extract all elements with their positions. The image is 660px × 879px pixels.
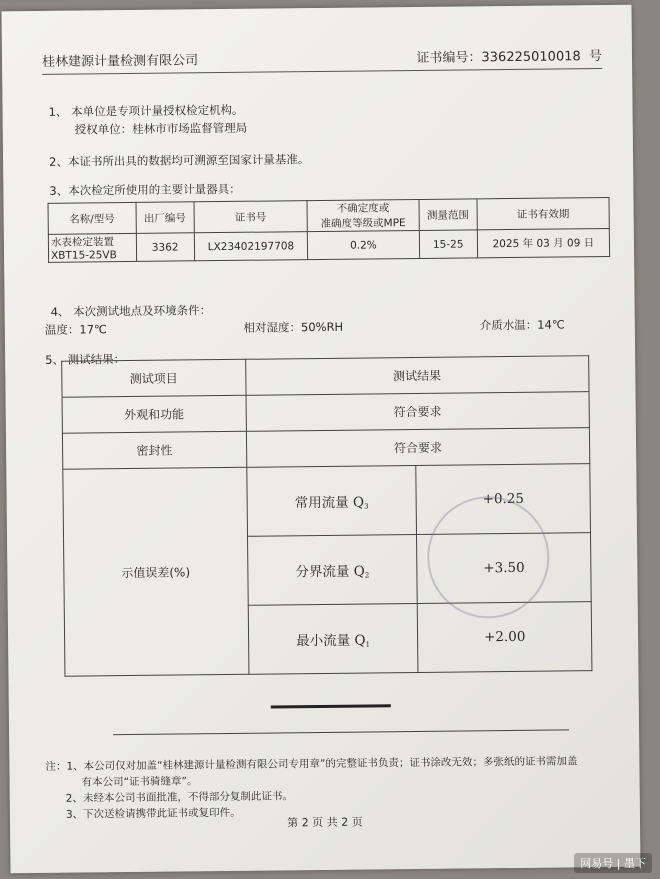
signature-line: [271, 704, 391, 708]
water-temperature: 介质水温：14℃: [479, 317, 565, 333]
table-row: 外观和功能 符合要求: [62, 392, 589, 434]
table-row: 分界流量 $Q_2$ +3.50: [64, 533, 592, 608]
results-table: 测试项目 测试结果 外观和功能 符合要求 密封性 符合要求 示值误差(%) 常用流量 $Q_3$ +0.25 分界流量 $Q_2$ +3.50 最小流量 $Q_1$ +2.00: [61, 355, 592, 677]
table-row: 示值误差(%) 常用流量 $Q_3$ +0.25: [63, 464, 591, 539]
divider: [113, 729, 569, 735]
company-name: 桂林建源计量检测有限公司: [41, 53, 199, 70]
temperature: 温度：17℃: [44, 322, 107, 337]
notes: 注：1、本公司仅对加盖“桂林建源计量检测有限公司专用章”的完整证书负责；证书涂改无效；多张纸的证书需加盖 有本公司“证书骑缝章”。 2、未经本公司书面批准，不得部分复制此证书。 3、下次送检请携带此证书或复印件。: [45, 755, 578, 821]
table-row: 密封性 符合要求: [62, 428, 589, 470]
certificate-number: 证书编号：336225010018 号: [416, 49, 603, 66]
item-3: 3、本次检定所使用的主要计量器具：: [49, 181, 241, 198]
page-number: 第 2 页 共 2 页: [287, 815, 363, 830]
humidity: 相对湿度：50%RH: [243, 319, 344, 335]
equipment-table: 名称/型号 出厂编号 证书号 不确定度或 准确度等级或MPE 测量范围 证书有效期 水表检定装置 XBT15-25VB 3362 LX23402197708 0.2% 15-25 2025 年 03 月 09 日: [48, 197, 611, 263]
item-1: 1、 本单位是专项计量授权检定机构。 授权单位：桂林市市场监督管理局: [48, 102, 248, 137]
watermark: 网易号 | 墨下: [574, 853, 652, 873]
table-row: 水表检定装置 XBT15-25VB 3362 LX23402197708 0.2% 15-25 2025 年 03 月 09 日: [48, 228, 609, 262]
item-4: 4、 本次测试地点及环境条件：: [50, 303, 212, 319]
certificate-page: [2, 5, 641, 874]
item-5: 5、 测试结果：: [45, 352, 126, 367]
header: [42, 45, 602, 75]
table-row: 最小流量 $Q_1$ +2.00: [64, 602, 592, 677]
item-2: 2、本证书所出具的数据均可溯源至国家计量基准。: [49, 152, 310, 169]
